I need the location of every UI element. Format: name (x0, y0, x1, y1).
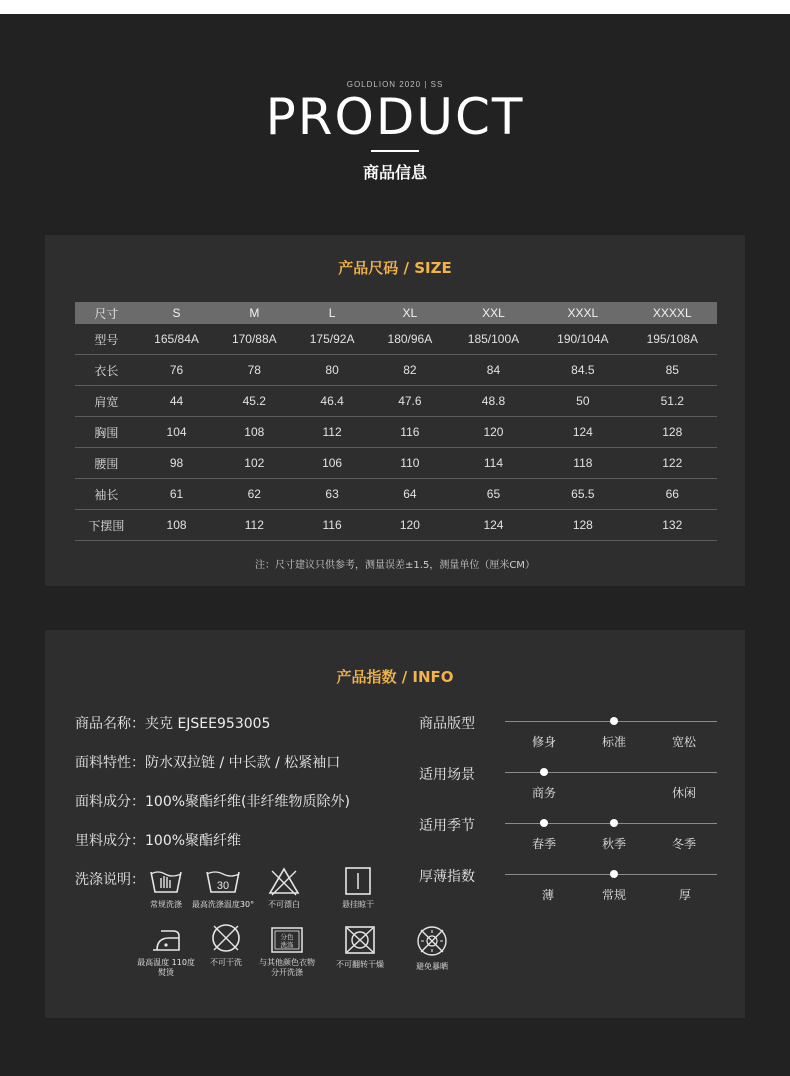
size-cell: 48.8 (449, 386, 538, 417)
size-cell: 190/104A (538, 324, 627, 355)
rating-option: 秋季 (601, 837, 626, 851)
size-cell: 85 (628, 355, 717, 386)
size-cell: 128 (628, 417, 717, 448)
rating-option: 休闲 (671, 786, 696, 800)
size-cell: 175/92A (293, 324, 371, 355)
field-value: 100%聚酯纤维 (145, 833, 242, 849)
size-header-cell: M (215, 302, 293, 324)
rating-marker (610, 819, 618, 827)
size-cell: 120 (371, 510, 449, 541)
size-cell: 65 (449, 479, 538, 510)
size-cell: 45.2 (215, 386, 293, 417)
size-header-cell: S (138, 302, 216, 324)
size-note: 注：尺寸建议只供参考，测量误差±1.5，测量单位（厘米CM） (255, 560, 535, 571)
wash-caption: 与其他颜色衣物 分开洗涤 (259, 958, 315, 977)
size-row-label: 肩宽 (75, 386, 138, 417)
rating-option: 春季 (531, 837, 556, 851)
product-name-field (75, 713, 270, 733)
size-cell: 128 (538, 510, 627, 541)
size-header-cell: XXXL (538, 302, 627, 324)
size-table (75, 302, 717, 541)
field-value: 防水双拉链 / 中长款 / 松紧袖口 (145, 755, 341, 771)
size-cell: 112 (215, 510, 293, 541)
size-cell: 114 (449, 448, 538, 479)
size-header-cell: XXXXL (628, 302, 717, 324)
size-header-cell: XXL (449, 302, 538, 324)
size-cell: 132 (628, 510, 717, 541)
field-label: 面料特性： (75, 755, 145, 771)
size-cell: 124 (449, 510, 538, 541)
rating-option: 宽松 (671, 735, 696, 749)
size-cell: 76 (138, 355, 216, 386)
page-subtitle: 商品信息 (362, 163, 427, 182)
size-cell: 65.5 (538, 479, 627, 510)
size-cell: 51.2 (628, 386, 717, 417)
size-cell: 120 (449, 417, 538, 448)
wash-caption: 最高洗涤温度30° (191, 900, 255, 909)
size-table-row (75, 386, 717, 417)
size-cell: 106 (293, 448, 371, 479)
size-cell: 78 (215, 355, 293, 386)
rating-marker (610, 717, 618, 725)
size-table-header-row (75, 302, 717, 324)
size-cell: 180/96A (371, 324, 449, 355)
rating-option: 薄 (541, 888, 554, 902)
size-cell: 46.4 (293, 386, 371, 417)
no-dry-clean-icon (194, 922, 258, 968)
size-cell: 47.6 (371, 386, 449, 417)
fabric-feature-field (75, 752, 340, 772)
wash-caption: 不可翻转干燥 (336, 960, 384, 969)
info-section-title: 产品指数 / INFO (336, 668, 454, 686)
size-row-label: 衣长 (75, 355, 138, 386)
size-cell: 63 (293, 479, 371, 510)
size-header-cell: XL (371, 302, 449, 324)
field-value: 夹克 EJSEE953005 (145, 716, 271, 732)
wash-caption: 不可干洗 (210, 958, 242, 967)
title-underline (371, 150, 419, 152)
size-cell: 124 (538, 417, 627, 448)
size-cell: 122 (628, 448, 717, 479)
field-label: 商品名称： (75, 716, 145, 732)
size-cell: 80 (293, 355, 371, 386)
size-row-label: 型号 (75, 324, 138, 355)
size-cell: 118 (538, 448, 627, 479)
size-cell: 64 (371, 479, 449, 510)
size-row-label: 下摆围 (75, 510, 138, 541)
size-cell: 108 (215, 417, 293, 448)
size-table-row (75, 479, 717, 510)
size-table-row (75, 355, 717, 386)
separate-text: 分色 (280, 933, 294, 941)
no-sun-drying-icon (400, 924, 464, 972)
wash-temp-30-icon (191, 866, 255, 910)
size-cell: 50 (538, 386, 627, 417)
size-cell: 170/88A (215, 324, 293, 355)
size-cell: 84.5 (538, 355, 627, 386)
rating-option: 修身 (531, 735, 556, 749)
rating-marker (540, 768, 548, 776)
size-row-label: 胸围 (75, 417, 138, 448)
lining-composition-field (75, 830, 241, 850)
rating-marker (610, 870, 618, 878)
rating-track-scene (505, 772, 717, 773)
brand-line: GOLDLION 2020 | SS (346, 80, 444, 89)
size-cell: 195/108A (628, 324, 717, 355)
size-cell: 108 (138, 510, 216, 541)
size-row-label: 袖长 (75, 479, 138, 510)
field-label: 里料成分： (75, 833, 145, 849)
size-cell: 82 (371, 355, 449, 386)
top-border (0, 0, 790, 14)
size-cell: 110 (371, 448, 449, 479)
rating-marker (540, 819, 548, 827)
size-cell: 102 (215, 448, 293, 479)
size-cell: 116 (293, 510, 371, 541)
iron-110-icon (134, 926, 198, 978)
size-cell: 84 (449, 355, 538, 386)
rating-option: 标准 (601, 735, 626, 749)
page-title: PRODUCT (265, 88, 525, 146)
size-header-cell: L (293, 302, 371, 324)
size-cell: 62 (215, 479, 293, 510)
hang-dry-icon (326, 866, 390, 910)
size-cell: 44 (138, 386, 216, 417)
wash-label: 洗涤说明： (75, 872, 145, 888)
hand-wash-icon (134, 866, 198, 910)
info-panel (45, 630, 745, 1018)
wash-caption: 常规洗涤 (150, 900, 182, 909)
rating-option: 常规 (601, 888, 626, 902)
size-panel (45, 235, 745, 586)
rating-option: 商务 (531, 786, 556, 800)
size-table-row (75, 324, 717, 355)
wash-caption: 不可漂白 (268, 900, 300, 909)
size-cell: 116 (371, 417, 449, 448)
no-tumble-dry-icon (328, 924, 392, 970)
size-section-title: 产品尺码 / SIZE (338, 259, 452, 277)
wash-caption: 最高温度 110度熨烫 (137, 958, 195, 977)
size-cell: 61 (138, 479, 216, 510)
size-cell: 112 (293, 417, 371, 448)
field-value: 100%聚酯纤维(非纤维物质除外) (145, 794, 350, 810)
wash-caption: 避免暴晒 (416, 962, 448, 971)
size-table-row (75, 510, 717, 541)
size-table-row (75, 417, 717, 448)
wash-caption: 悬挂晾干 (342, 900, 374, 909)
rating-label-season: 适用季节 (419, 818, 475, 834)
size-header-cell: 尺寸 (75, 302, 138, 324)
size-cell: 185/100A (449, 324, 538, 355)
rating-label-scene: 适用场景 (419, 767, 475, 783)
no-bleach-icon (252, 866, 316, 910)
wash-separately-icon (255, 926, 319, 978)
wash-temp-text: 30 (216, 880, 230, 892)
size-cell: 98 (138, 448, 216, 479)
rating-option: 冬季 (671, 837, 696, 851)
separate-text: 洗涤 (280, 941, 294, 949)
size-table-row (75, 448, 717, 479)
size-row-label: 腰围 (75, 448, 138, 479)
rating-label-thickness: 厚薄指数 (419, 869, 475, 885)
size-cell: 66 (628, 479, 717, 510)
size-cell: 165/84A (138, 324, 216, 355)
rating-label-fit: 商品版型 (419, 716, 475, 732)
fabric-composition-field (75, 791, 350, 811)
rating-option: 厚 (678, 888, 691, 902)
size-cell: 104 (138, 417, 216, 448)
field-label: 面料成分： (75, 794, 145, 810)
